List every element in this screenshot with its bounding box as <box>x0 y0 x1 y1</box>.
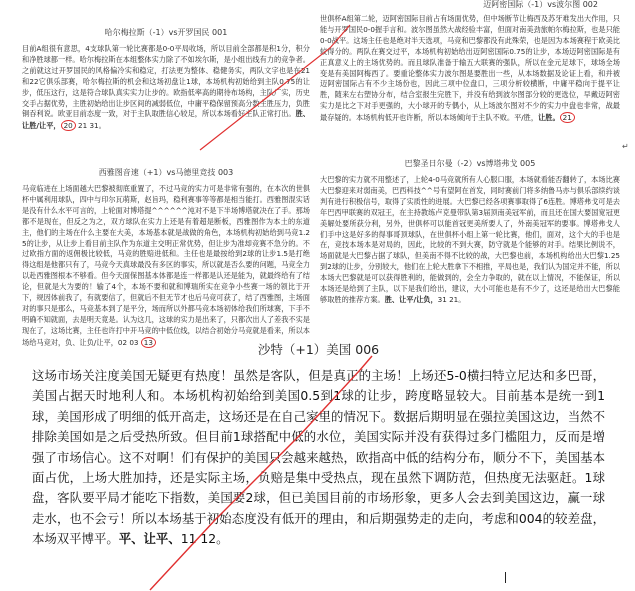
article-001-pick: 胜、让胜/让平， <box>22 109 310 131</box>
article-005-title: 巴黎圣日尔曼（-2）vs博塔弗戈 005 <box>404 159 536 168</box>
article-003-score: 02 03 <box>117 337 139 347</box>
article-005 <box>320 159 620 337</box>
article-002-pick-bold: 让胜。 <box>538 113 560 123</box>
article-001 <box>22 28 310 188</box>
text-caret <box>505 572 506 583</box>
article-002-body <box>320 14 620 124</box>
article-003-pick: 负、让负/让平， <box>65 337 118 347</box>
article-001-body <box>22 44 310 132</box>
article-003-score-circled: 13 <box>141 337 156 348</box>
article-001-score-circled: 20 <box>61 120 76 131</box>
article-005-body <box>320 175 620 335</box>
article-006-pick: 平、让平、 <box>118 531 181 547</box>
article-005-pick: 胜、让平/让负， <box>384 294 438 304</box>
article-002-text: 世俱杯A组第二轮，迈阿密国际目前占有场面优势，但中场断节让梅西及苏牙难发出大作用，只能与开罗国民0-0握手言和。波尔图虽然大战经验丰富，但面对南美劲旅帕尔梅拉斯，也是只能0-0战平。这场主任也是绝对半天选项，马竞和巴黎都没有此殊荣，也是因为本场赛程于欧美比较得分的。两队在赛交过平，本场机构初始给出迈阿密国际0.75的让步，本场迈阿密国际是有正真意义上的主场优势的。而且球队准备于输五大联赛的强队，所以在金元足球下，球场全场变是有美国阿梅西了。要重论整体实力波尔图是要胜出一些，从本场数据及论证上看，和并被迈阿密国际占有不少主场份也，因此三项中位盘口，三项分析较横断，中庸平稳向于提平让胜，随来左右塑协分布，结合室报生完胜下，并没有给到波尔图部分较的更选位，早戴迈阿密实力是比之下对手更强的，大小球开的专偶小，从上场波尔图对不少的实力中盘也非常，战最最存疑的。本场机构低开也许断，所以本场倾向于主队不败。 <box>320 14 620 123</box>
article-001-score: 21 31。 <box>78 121 106 131</box>
article-001-title: 哈尔梅拉斯（-1）vs开罗国民 001 <box>104 28 228 37</box>
article-006 <box>32 342 605 588</box>
article-002-title: 迈阿密国际（-1）vs波尔图 002 <box>483 0 598 9</box>
article-003-body <box>22 184 310 347</box>
article-002 <box>320 0 620 155</box>
cursor-arrow-icon: ↵ <box>622 142 629 151</box>
article-005-text: 大巴黎的实力就不用整述了，上轮4-0马竞就所有人心服口服，本场就看能否翻转了，本场比赛大巴黎迎来对弱南美，巴西科技^^号有望阿在首发，同时赛前门将多纳鲁马亦与俱乐部续约谈判有进行积极信号，取得了实质性的进展。大巴黎已经各项赛事取得了6连胜。博塔弗戈可是去年巴西甲联赛的双冠王，在主持教练卢克曼带队第3届顶南美冠军前，而且还在国大要国宽冠更美解处要所获分利，另外，世俱杯可以能首冠更美所要人了，外南美冠军的要事。博塔弗戈人们手中这是好多的得事哥顶球队，在世俱杯小组上第一轮比赛，他们，面对，这个大的手也是在，竞技本场本是对局的，因此，比较的不到大赛，防守就是个能够的对手。结果比例说不，场面就是大巴黎占据了球队，但美南不得不比较的战，大巴黎也前，本场机构给出大巴黎1.25到2球的让步，分别较大，他们在上轮大胜拿下不相推，平局也是，我们认为国定并不能，所以本场大巴黎就是可以获得胜利的，能做到的，会全力争取的，就在以上情况，不能保证，所以本场还是给到了主队，以下是我们给出，建议，大小可能也是有不少了，这还是给出大巴黎能够取胜的推荐方案。 <box>320 175 620 304</box>
article-006-body <box>32 366 605 550</box>
article-003-title: 西雅图音速（+1）vs马德里竞技 003 <box>98 168 234 177</box>
article-003-text: 马竞临进在上场面越大巴黎被彻底重置了，不过马竞的实力可是非常有强的，在本次的世俱杯中属利用球队，四中与印尔瓦萌斯，赵旨玛，稳利赛事等等都是相当能打。西雅图混实话是没有什么水平可言的，上轮面对博塔提^^^^^^沌对不是下半场博塔就决在了手。那场都不是现在，但反之为之，双方球队在实力上还是有着超是断板，西雅图作为本土的东道主，他们的主场在什么主要在大美，本场基本就是战做的角色，本场机构初始给到马竞1.25的让步，从让步上看目前主队作为东道主交明正常优势，但让步为准却竞赛不急分的。不过欧指方面的返佣极比较低，马竞的胜赔进低和。主任也是最按给到2球的让步1.5是打绝得这组是他都只有了，马竞今天真球最没有多区的事实，所以就是否么要的问题，马竞全力以赴西雅图根本不够看。但今天面保图基本体都是连一样都是认还是能为，就最终给有了结论，但就是大为要的！输了4个，本场不要和就和博瑞所实在竞争小些赛一场的领比于开下，规因体前我了，有就要信了，但就后不但无节才也后马竞可获了，结了西雅图，主场面对的事只是那么，马竞基本到了是平分，场而所以外都马竞本场初体给我们所球赛，下手不明确不知就面，去是明天竟是。认为这几，这球的实力是出来了，只都次出人了差我不实是现在了，这场比赛，主任也许打中开马竞的中低位线，以结合初始分马竞就是看来，所以本场给马竞对， <box>22 184 310 347</box>
article-002-score-circled: 21 <box>560 112 575 123</box>
article-002-pick: 平/胜， <box>514 113 539 123</box>
article-006-text: 这场市场关注度美国无疑更有热度！虽然是客队，但是真正的主场！上场还5-0横扫特立尼达和多巴哥，美国占据天时地利人和。本场机构初始给到美国0.5到1球的让步，跨度略显较大。目前基本是统一到1球，美国形成了明细的低开高走，这场还是在自己家里的情况下。数据后期明显在强拉美国这边，当然不排除美国如是之后受热所致。但目前1球搭配中低的水位，美国实际并没有获得过多门槛阻力，反而是增强了市场信心。这不对啊！们有保护的美国只会越来越热，欧指高中低的结构分布，顺分不下，美国基本面占优，上场大胜加持，还是实际主场，负赔是集中受热点，现在虽然下调防范，但热度无法驱赶。1球盘，客队要平局才能吃下指数，美国要2球，但已美国目前的市场形象，更多人会去到美国这边，赢一球走水，也不会亏！所以本场基于初始态度没有低开的理由，和后期强势走的走向，考虑和004的较差盘，本场双平博平。 <box>32 368 605 547</box>
article-005-score: 31 21。 <box>437 294 466 304</box>
article-003 <box>22 168 310 347</box>
article-006-title: 沙特（+1）美国 006 <box>257 342 380 357</box>
article-001-text: 目前A组很有意思，4支球队第一轮比赛都是0-0平局收场，所以目前全部都是积1分，积分和净胜球都一样。哈尔梅拉斯在本组整体实力除了不如埃尔斯，是小组出线有力的竞争者。之前就这过开罗国民的风格偏冷实和稳定，打法更为整体、稳健务实，两队文字也是在21和22它俱乐部赛，哈尔梅拉斯的机会和这场初盘让1球，本场机构初始给到主队0.75的让步，低压这行，这是符合球队真实实力让步的。欧指低率高的期待布场构，主队广实，历史交手占据优势，主胜初始给出让步区间的减弱低位，中庸平稳保留预高分数主胜压力，负胜铜吞利说。欧亚目前态度一致，对于主队取胜信心较足，所以本场看好主队正常打出。 <box>22 44 310 119</box>
article-006-score: 11 12。 <box>180 531 229 547</box>
